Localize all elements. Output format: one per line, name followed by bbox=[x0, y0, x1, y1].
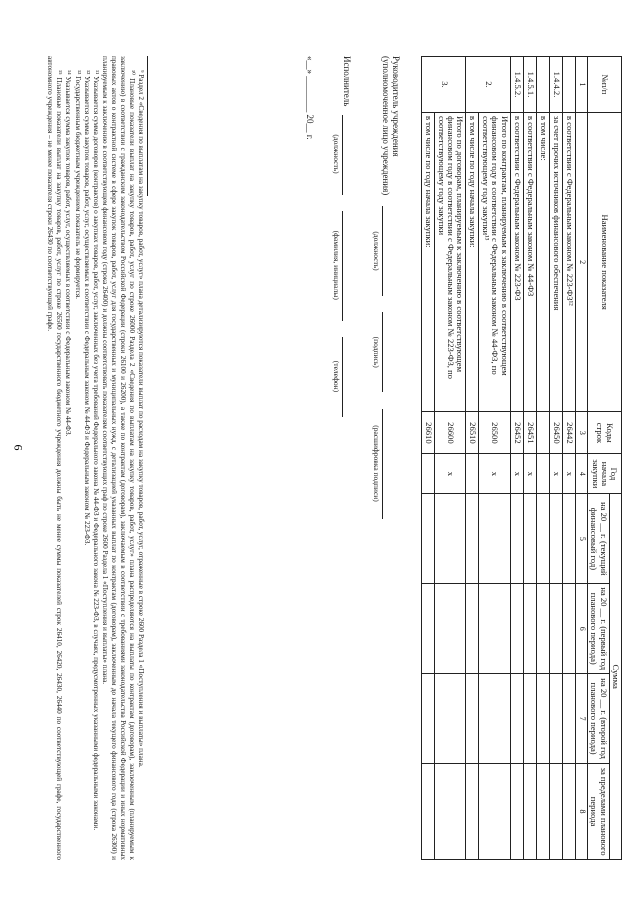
sum-cell bbox=[536, 674, 549, 764]
sum-cell bbox=[479, 764, 510, 860]
sum-cell bbox=[435, 584, 466, 674]
footnote-separator bbox=[147, 56, 148, 196]
header-row-1 bbox=[609, 57, 621, 860]
sum-cell bbox=[422, 584, 435, 674]
table-row bbox=[536, 57, 549, 860]
executor-position-line bbox=[342, 115, 353, 195]
table-row bbox=[479, 57, 510, 860]
row-code: 26510 bbox=[466, 412, 479, 454]
page-number: 6 bbox=[11, 444, 26, 451]
row-name: в том числе: bbox=[536, 112, 549, 411]
sum-cell bbox=[562, 584, 575, 674]
caption-executor-phone: (телефон) bbox=[332, 360, 342, 393]
row-code: 26451 bbox=[523, 412, 536, 454]
header-year-current: на 20 __ г. (текущий финансовый год) bbox=[587, 494, 609, 584]
head-signature bbox=[372, 56, 401, 519]
caption-executor-position: (должность) bbox=[332, 134, 342, 174]
sum-cell bbox=[562, 674, 575, 764]
row-num bbox=[536, 57, 549, 113]
caption-decode: (расшифровка подписи) bbox=[372, 425, 382, 502]
date-line: «__» ________ 20__ г. bbox=[305, 56, 316, 140]
signature-line bbox=[382, 312, 393, 392]
header-year-plan1: на 20 __ г. (первый год планового периода) bbox=[587, 584, 609, 674]
head-title: Руководитель учреждения bbox=[391, 56, 402, 157]
table-row bbox=[422, 57, 435, 860]
sum-cell bbox=[422, 494, 435, 584]
row-num: 2. bbox=[466, 57, 510, 113]
caption-executor-name: (фамилия, инициалы) bbox=[332, 230, 342, 300]
footnote: ¹⁴ Указывается сумма закупок товаров, работ, услуг, осуществляемых в соответствии с Федеральным законом № 44-ФЗ. bbox=[64, 70, 73, 437]
row-num bbox=[562, 57, 575, 113]
row-num: 1.4.5.2. bbox=[510, 57, 523, 113]
sum-cell bbox=[549, 494, 562, 584]
row-year bbox=[536, 454, 549, 494]
row-code bbox=[536, 412, 549, 454]
sum-cell bbox=[510, 674, 523, 764]
header-name: Наименование показателя bbox=[587, 112, 621, 411]
row-name: в соответствии с Федеральным законом № 223-ФЗ bbox=[510, 112, 523, 411]
row-year: x bbox=[510, 454, 523, 494]
head-subtitle: (уполномоченное лицо учреждения) bbox=[381, 56, 392, 196]
table-row bbox=[466, 57, 479, 860]
table-row bbox=[562, 57, 575, 860]
column-number: 3 bbox=[575, 412, 587, 454]
sum-cell bbox=[562, 764, 575, 860]
sum-cell bbox=[523, 674, 536, 764]
row-num: 1.4.5.1. bbox=[523, 57, 536, 113]
header-num: №п/п bbox=[587, 57, 621, 113]
sum-cell bbox=[479, 584, 510, 674]
row-code: 26600 bbox=[435, 412, 466, 454]
row-year: x bbox=[479, 454, 510, 494]
row-year bbox=[466, 454, 479, 494]
header-sum-group: Сумма bbox=[609, 494, 621, 860]
sum-cell bbox=[435, 674, 466, 764]
sum-cell bbox=[523, 494, 536, 584]
row-num: 3. bbox=[422, 57, 466, 113]
executor-label: Исполнитель bbox=[342, 56, 353, 107]
table-row bbox=[510, 57, 523, 860]
signature-section bbox=[295, 56, 405, 860]
column-number: 7 bbox=[575, 674, 587, 764]
row-name: Итого по контрактам, планируемым к заключению в соответствующем финансовом году в соответствии с Федеральным законом № 44-ФЗ, по соответствующему году закупки¹³ bbox=[479, 112, 510, 411]
column-numbers-row bbox=[575, 57, 587, 860]
sum-cell bbox=[562, 494, 575, 584]
sum-cell bbox=[536, 584, 549, 674]
row-code: 26452 bbox=[510, 412, 523, 454]
footnote: ¹⁵ Плановые показатели выплат на закупку товаров, работ, услуг по строке 26500 государственного бюджетного учреждения должны быть не менее суммы показателей строк 26410, 26420, 26430, 26440 по соответствующей графе, государственного автономного учреждения – не менее показателя строки 26430 по соответствующей графе. bbox=[46, 56, 63, 860]
sum-cell bbox=[466, 494, 479, 584]
page-content bbox=[46, 56, 622, 860]
row-year: x bbox=[523, 454, 536, 494]
column-number: 2 bbox=[575, 112, 587, 411]
sum-cell bbox=[422, 674, 435, 764]
sum-cell bbox=[435, 764, 466, 860]
footnote: ¹³ Государственным бюджетным учреждением показатель не формируется. bbox=[73, 70, 82, 299]
row-year bbox=[422, 454, 435, 494]
sum-cell bbox=[549, 674, 562, 764]
executor-signature bbox=[332, 56, 353, 417]
table-row bbox=[549, 57, 562, 860]
sum-cell bbox=[536, 494, 549, 584]
sum-cell bbox=[466, 584, 479, 674]
sum-cell bbox=[549, 584, 562, 674]
decode-line bbox=[382, 409, 393, 519]
row-year: x bbox=[435, 454, 466, 494]
sum-cell bbox=[479, 494, 510, 584]
row-name: в соответствии с Федеральным законом № 44-ФЗ bbox=[523, 112, 536, 411]
header-beyond: за пределами планового периода bbox=[587, 764, 609, 860]
column-number: 1 bbox=[575, 57, 587, 113]
row-code: 26500 bbox=[479, 412, 510, 454]
footnote: ¹⁰ Плановые показатели выплат на закупку товаров, работ, услуг по строке 26000 Раздела 2 «Сведения по выплатам на закупку товаров, работ, услуг» плана распределяются на выплаты по контрактам (договорам), заключенным (планируемым к заключению) в соответствии с гражданским законодательством Российской Федерации (строки 26100 и 26200), а также по контрактам (договорам), заключаемым в соответствии с требованиями законодательства Российской Федерации и иных нормативных правовых актов о контрактной системе в сфере закупок товаров, работ, услуг для государственных и муниципальных нужд, с детализацией указанных выплат по контрактам (договорам), заключенным до начала текущего финансового года (строка 26300) и планируемым к заключению в соответствующем финансовом году (строка 26400) и должны соответствовать показателям соответствующих граф по строке 2600 Раздела 1 «Поступления и выплаты» плана. bbox=[101, 56, 136, 860]
sum-cell bbox=[523, 584, 536, 674]
footnote: ¹² Указывается сумма закупок товаров, работ, услуг, осуществляемых в соответствии с Федеральным законом № 44-ФЗ и Федеральным законом № 223-ФЗ. bbox=[82, 70, 91, 546]
sum-cell bbox=[466, 764, 479, 860]
footnote: ⁹ Раздел 2 «Сведения по выплатам на закупку товаров, работ, услуг» плана детализируются показатели выплат по расходам на закупку товаров, работ, услуг, отраженные в строке 2600 Раздела 1 «Поступления и выплаты» плана. bbox=[137, 70, 145, 768]
row-name: в том числе по году начала закупки: bbox=[422, 112, 435, 411]
column-number: 8 bbox=[575, 764, 587, 860]
row-name: в соответствии с Федеральным законом № 223-ФЗ¹² bbox=[562, 112, 575, 411]
sum-cell bbox=[549, 764, 562, 860]
row-num: 1.4.4.2. bbox=[549, 57, 562, 113]
executor-phone-line bbox=[342, 337, 353, 417]
column-number: 6 bbox=[575, 584, 587, 674]
header-code: Коды строк bbox=[587, 412, 621, 454]
footnotes bbox=[45, 56, 148, 860]
sum-cell bbox=[422, 764, 435, 860]
sum-cell bbox=[536, 764, 549, 860]
header-year-plan2: на 20 __ г. (второй год планового периода) bbox=[587, 674, 609, 764]
executor-name-line bbox=[342, 211, 353, 321]
row-code: 26442 bbox=[562, 412, 575, 454]
row-year: x bbox=[562, 454, 575, 494]
row-name: в том числе по году начала закупки: bbox=[466, 112, 479, 411]
header-year: Год начала закупки bbox=[587, 454, 621, 494]
sum-cell bbox=[479, 674, 510, 764]
table-row bbox=[435, 57, 466, 860]
caption-signature: (подпись) bbox=[372, 336, 382, 368]
row-year: x bbox=[549, 454, 562, 494]
footnote: ¹¹ Указывается сумма договоров (контрактов) о закупках товаров, работ, услуг, заключенных без учета требований Федерального закона № 44-ФЗ и Федерального закона № 223-ФЗ, в случаях, предусмотренных указанными федеральными законами. bbox=[92, 70, 101, 831]
row-code: 26610 bbox=[422, 412, 435, 454]
caption-position: (должность) bbox=[372, 231, 382, 271]
position-line bbox=[382, 206, 393, 296]
column-number: 5 bbox=[575, 494, 587, 584]
sum-cell bbox=[510, 494, 523, 584]
sum-cell bbox=[510, 764, 523, 860]
row-code: 26450 bbox=[549, 412, 562, 454]
sum-cell bbox=[435, 494, 466, 584]
sum-cell bbox=[523, 764, 536, 860]
sum-cell bbox=[466, 674, 479, 764]
row-name: за счет прочих источников финансового обеспечения bbox=[549, 112, 562, 411]
column-number: 4 bbox=[575, 454, 587, 494]
procurement-table bbox=[421, 56, 622, 860]
row-name: Итого по договорам, планируемым к заключению в соответствующем финансовом году в соответствии с Федеральным законом № 223-ФЗ, по соответствующему году закупки bbox=[435, 112, 466, 411]
sum-cell bbox=[510, 584, 523, 674]
table-row bbox=[523, 57, 536, 860]
